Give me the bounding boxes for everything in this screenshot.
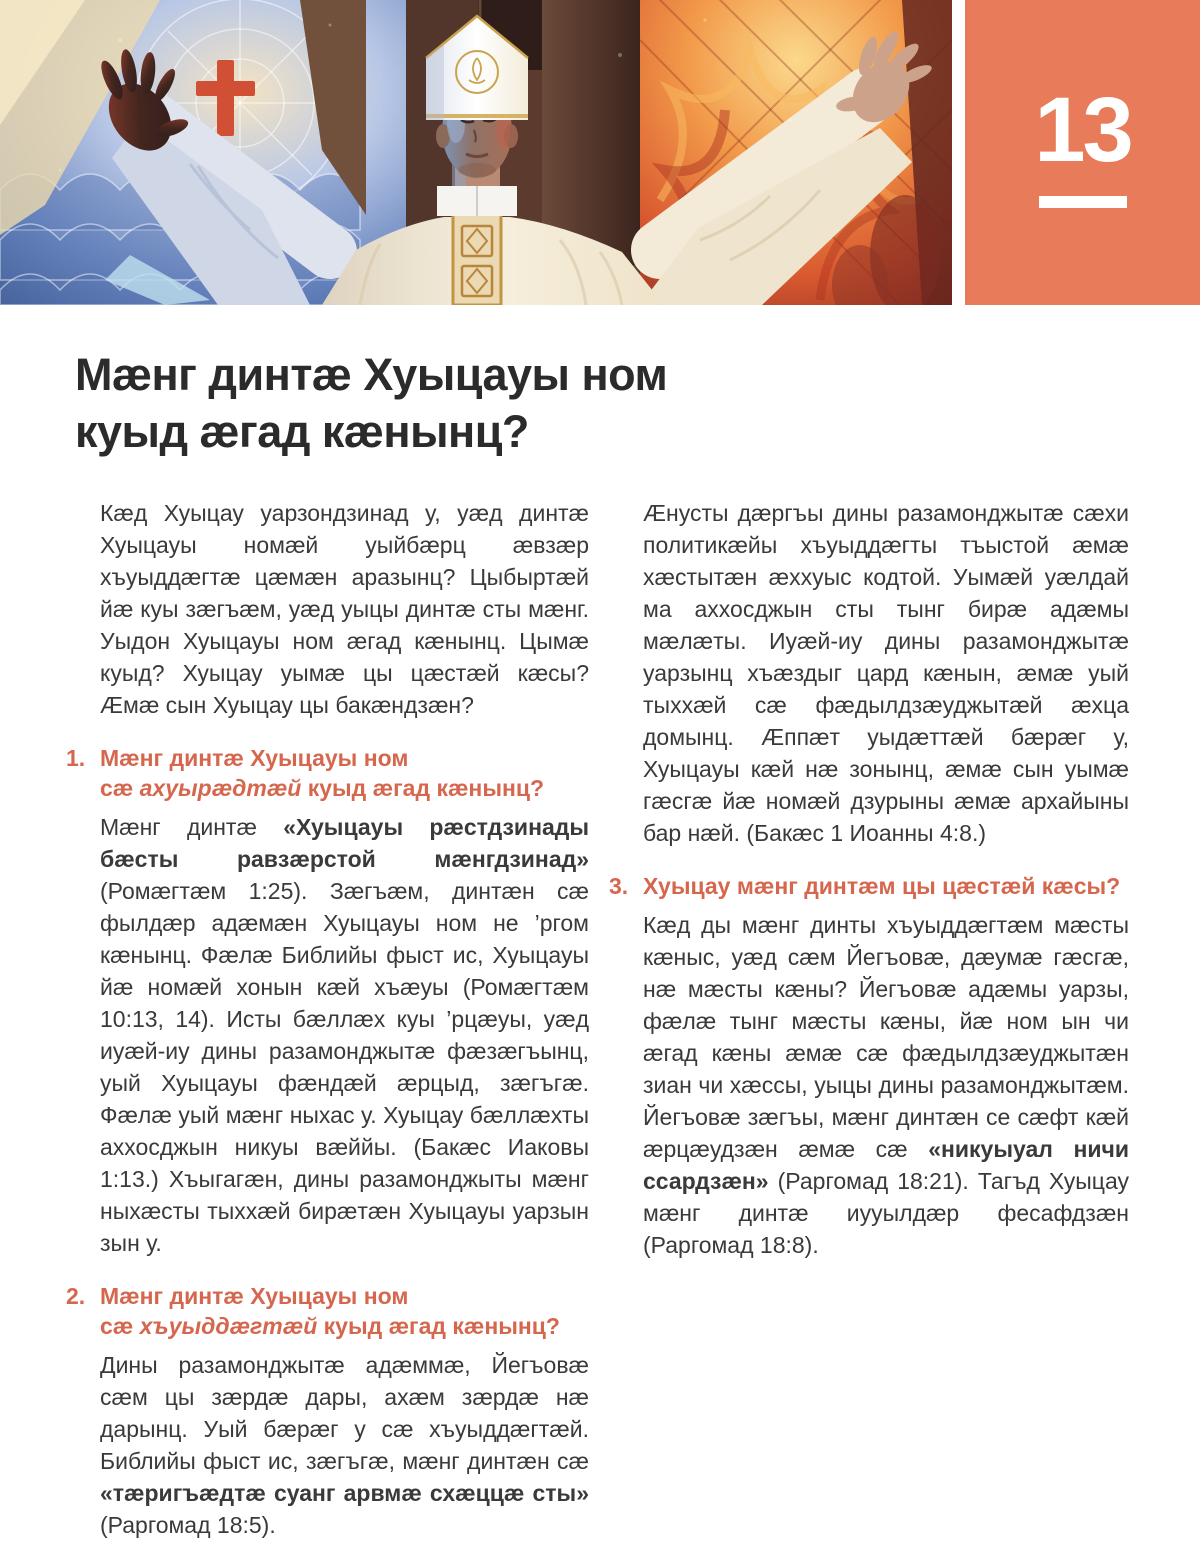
- bold-quote: «тæригъæдтæ суанг арвмæ схæццæ сты»: [100, 1480, 589, 1506]
- text-segment: куыд æгад кæнынц?: [301, 775, 545, 801]
- bold-quote: «Хуыцауы рæстдзинады бæсты равзæрстой мæнгдзинад»: [100, 814, 589, 872]
- chapter-number-badge: [965, 0, 1200, 305]
- page-title-line2: куыд æгад кæнынц?: [75, 406, 529, 457]
- section-heading: [609, 871, 1129, 901]
- text-segment: (Раргомад 18:5).: [100, 1512, 276, 1538]
- section-number: 1.: [66, 745, 86, 771]
- chin-shadow: [458, 163, 496, 177]
- chapter-number: 13: [1034, 79, 1131, 181]
- paragraph: [100, 811, 589, 1259]
- column-right: [609, 497, 1129, 1261]
- bold-quote: «никуыуал ничи ссардзæн»: [643, 1136, 1129, 1194]
- paragraph: [100, 1349, 589, 1541]
- text-segment: Хуыцау мæнг динтæм цы цæстæй кæсы?: [643, 873, 1121, 899]
- text-segment: Кæд ды мæнг динты хъуыддæгтæм мæсты кæныс, уæд сæм Йегъовæ, дæумæ гæсгæ, нæ мæсты кæны? Йегъовæ адæмы уарзы, фæлæ тынг мæсты кæны, йæ ном ын чи æгад кæны æмæ сæ фæдылдзæуджытæн зиан чи хæссы, уыцы дины разамонджытæм. Йегъовæ зæгъы, мæнг динтæн се сæфт кæй æрцæудзæн æмæ сæ: [643, 912, 1129, 1162]
- text-segment: Æнусты дæргъы дины разамонджытæ сæхи политикæйы хъуыддæгты тъыстой æмæ хæстытæн æххуыс кодтой. Уымæй уæлдай ма аххосджын сты тынг бирæ адæмы мæлæты. Иуæй-иу дины разамонджытæ уарзынц хъæздыг цард кæнын, æмæ уый тыххæй сæ фæдылдзæуджытæй æхца домынц. Æппæт уыдæттæй бæрæг у, Хуыцауы кæй нæ зонынц, æмæ сын уымæ гæсгæ йæ номæй дзурыны æмæ архайыны бар нæй. (Бакæс 1 Иоанны 4:8.): [643, 500, 1129, 846]
- text-segment: Мæнг динтæ Хуыцауы ном: [100, 1283, 409, 1309]
- chapter-photo: [0, 0, 952, 305]
- section-heading: [66, 1281, 589, 1341]
- column-left: [66, 497, 589, 1541]
- section-number: 2.: [66, 1283, 86, 1309]
- chapter-photo-illustration: [0, 0, 952, 305]
- gold-embroidered-band: [453, 214, 501, 305]
- text-segment: (Раргомад 18:21). Тагъд Хуыцау мæнг динтæ иууылдæр фесафдзæн (Раргомад 18:8).: [643, 1168, 1129, 1258]
- chapter-number-underline: [1039, 196, 1127, 208]
- text-segment: Мæнг динтæ Хуыцауы ном: [100, 745, 409, 771]
- page-title: [75, 346, 667, 460]
- text-segment: сæ: [100, 775, 140, 801]
- section-heading: [66, 743, 589, 803]
- paragraph: [100, 497, 589, 721]
- text-segment: сæ: [100, 1313, 140, 1339]
- italic-text: хъуыддæгтæй: [139, 1313, 318, 1339]
- text-segment: Кæд Хуыцау уарзондзинад у, уæд динтæ Хуыцауы номæй уыйбæрц æвзæр хъуыддæгтæ цæмæн аразынц? Цыбыртæй йæ куы зæгъæм, уæд уыцы динтæ сты мæнг. Уыдон Хуыцауы ном æгад кæнынц. Цымæ куыд? Хуыцау уымæ цы цæстæй кæсы? Æмæ сын Хуыцау цы бакæндзæн?: [100, 500, 589, 718]
- text-segment: (Ромæгтæм 1:25). Зæгъæм, динтæн сæ фылдæр адæмæн Хуыцауы ном не ’ргом кæнынц. Фæлæ Библийы фыст ис, Хуыцауы йæ номæй хонын кæй хъæуы (Ромæгтæм 10:13, 14). Исты бæллæх куы ’рцæуы, уæд иуæй-иу дины разамонджытæ фæзæгъынц, уый Хуыцауы фæндæй æрцыд, зæгъгæ. Фæлæ уый мæнг ныхас у. Хуыцау бæллæхты аххосджын никуы вæййы. (Бакæс Иаковы 1:13.) Хъыгагæн, дины разамонджыты мæнг ныхæсты тыххæй бирæтæн Хуыцауы уарзын зын у.: [100, 878, 589, 1256]
- text-segment: Дины разамонджытæ адæммæ, Йегъовæ сæм цы зæрдæ дары, ахæм зæрдæ нæ дарынц. Уый бæрæг у сæ хъуыддæгтæй. Библийы фыст ис, зæгъгæ, мæнг динтæн сæ: [100, 1352, 589, 1474]
- page-title-line1: Мæнг динтæ Хуыцауы ном: [75, 349, 668, 400]
- paragraph: [643, 497, 1129, 849]
- italic-text: ахуырæдтæй: [139, 775, 302, 801]
- text-segment: Мæнг динтæ: [100, 814, 284, 840]
- paragraph: [643, 909, 1129, 1261]
- text-segment: куыд æгад кæнынц?: [317, 1313, 560, 1339]
- section-number: 3.: [609, 873, 629, 899]
